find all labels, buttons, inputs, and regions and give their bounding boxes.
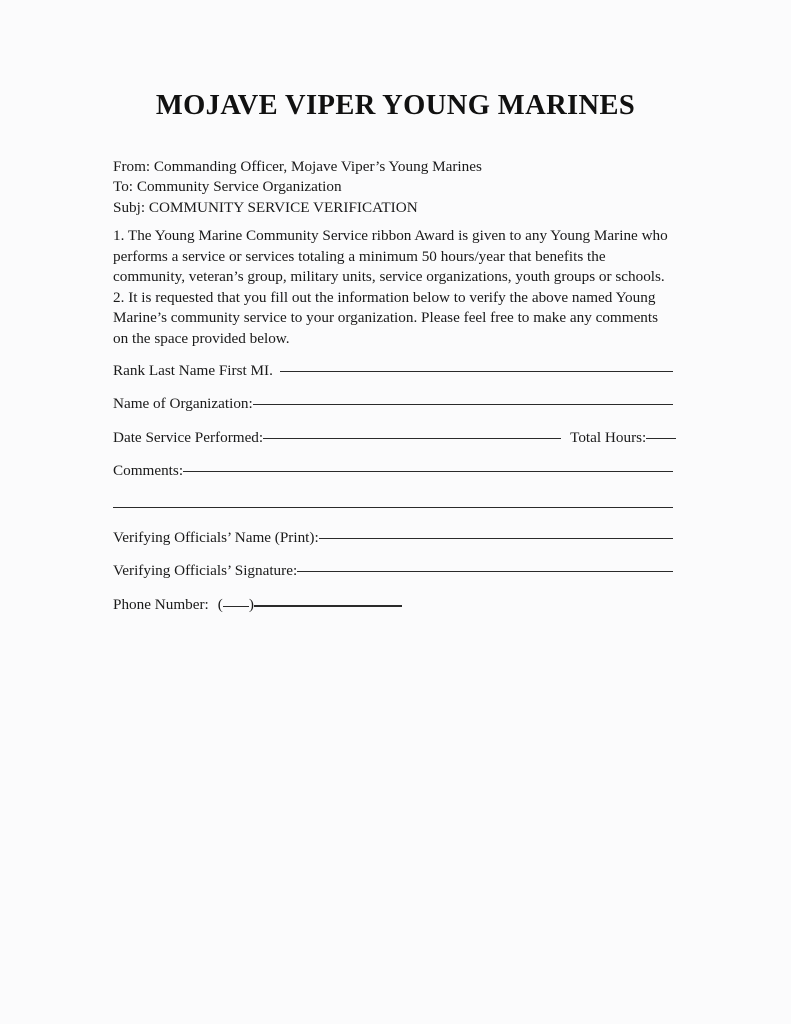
letter-header (113, 157, 683, 218)
label-comments: Comments: (113, 462, 184, 480)
input-official-signature[interactable] (297, 571, 673, 572)
form-row-rank-name (113, 362, 673, 395)
form-row-comments (113, 462, 673, 495)
label-organization: Name of Organization: (113, 395, 253, 413)
label-phone-number: Phone Number: (113, 595, 209, 613)
form-row-official-signature (113, 562, 673, 595)
header-subject: Subj: COMMUNITY SERVICE VERIFICATION (113, 198, 418, 216)
header-to: To: Community Service Organization (113, 178, 342, 196)
input-date-performed[interactable] (263, 438, 561, 439)
body-paragraph-2: 2. It is requested that you fill out the information below to verify the above named Young Marine’s community service to your organization. Please feel free to make any comments on the space provided below. (113, 288, 659, 347)
label-date-performed: Date Service Performed: (113, 428, 264, 446)
input-phone-number[interactable] (254, 605, 402, 607)
phone-paren-close: ) (248, 595, 254, 613)
form-row-date-hours (113, 429, 673, 462)
body-paragraph-1: 1. The Young Marine Community Service ribbon Award is given to any Young Marine who performs a service or services totaling a minimum 50 hours/year that benefits the community, veteran’s group, military units, service organizations, youth groups or schools. (113, 227, 668, 286)
label-official-signature: Verifying Officials’ Signature: (113, 562, 298, 580)
header-from: From: Commanding Officer, Mojave Viper’s Young Marines (113, 158, 482, 175)
input-comments-line-2[interactable] (113, 496, 673, 529)
input-total-hours[interactable] (646, 438, 676, 439)
page-title: MOJAVE VIPER YOUNG MARINES (155, 90, 636, 121)
label-official-name: Verifying Officials’ Name (Print): (113, 528, 319, 546)
input-organization[interactable] (253, 404, 673, 405)
form-row-organization (113, 395, 673, 428)
input-phone-area-code[interactable] (223, 606, 249, 607)
input-official-name[interactable] (319, 538, 673, 539)
verification-form (113, 362, 673, 629)
input-rank-name[interactable] (280, 371, 673, 372)
label-total-hours: Total Hours: (570, 428, 647, 446)
label-rank-name: Rank Last Name First MI. (113, 362, 273, 379)
phone-paren-open: ( (217, 595, 223, 613)
form-row-official-name (113, 529, 673, 562)
form-row-phone (113, 596, 673, 629)
input-comments-line-1[interactable] (183, 471, 673, 472)
letter-body (113, 226, 675, 350)
